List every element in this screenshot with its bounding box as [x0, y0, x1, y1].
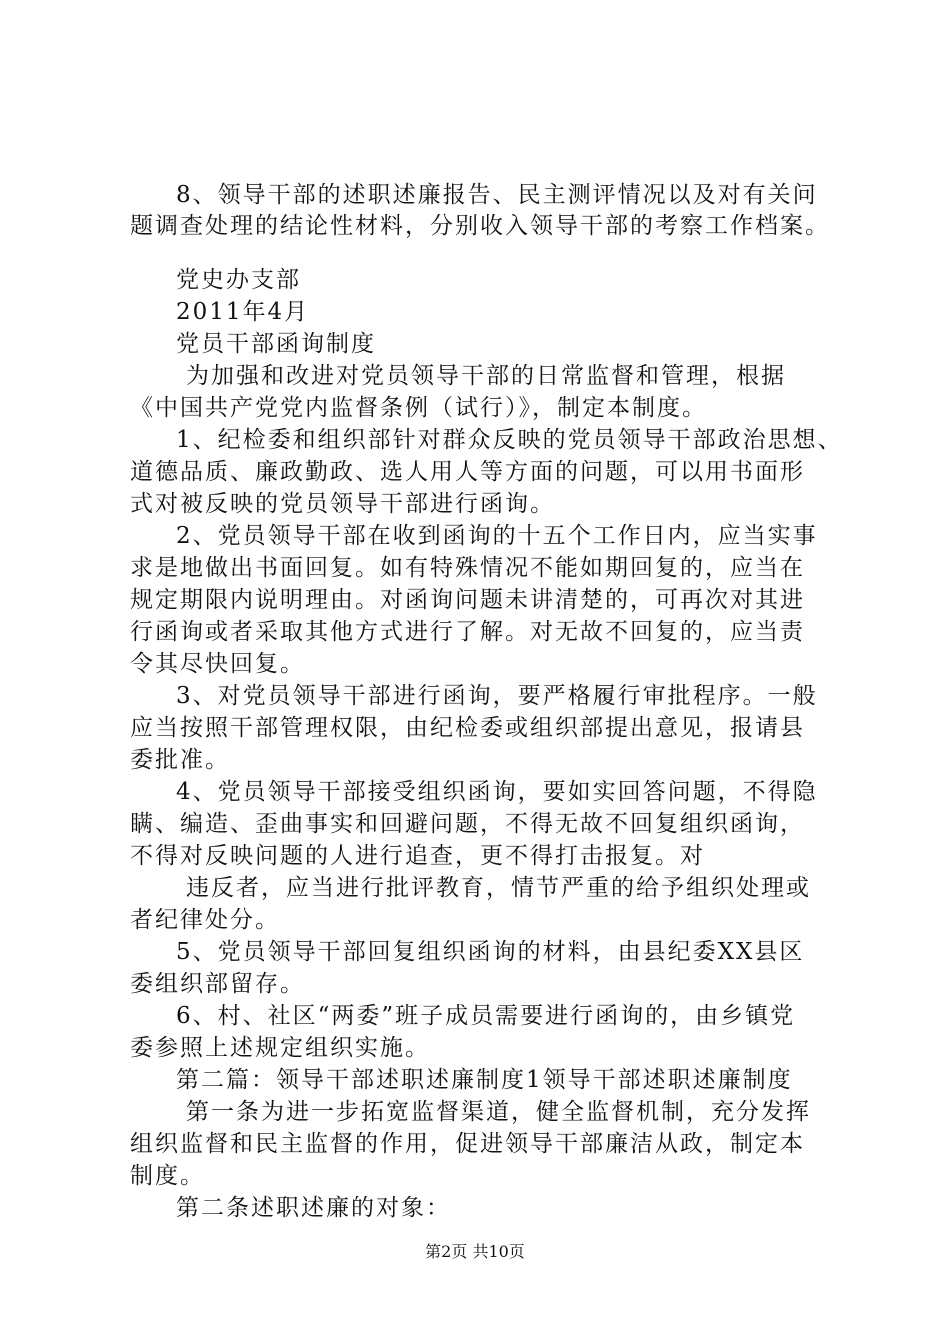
text-line: 《中国共产党党内监督条例（试行）》，制定本制度。	[130, 395, 707, 421]
section-title: 党员干部函询制度	[176, 331, 376, 357]
text-line: 者纪律处分。	[130, 907, 280, 933]
text-line: 制度。	[130, 1163, 205, 1189]
text-line: 组织监督和民主监督的作用，促进领导干部廉洁从政，制定本	[130, 1131, 805, 1157]
text-line: 2、党员领导干部在收到函询的十五个工作日内，应当实事	[176, 523, 818, 549]
text-line: 应当按照干部管理权限，由纪检委或组织部提出意见，报请县	[130, 715, 805, 741]
page-number-footer: 第2页 共10页	[425, 1242, 525, 1261]
text-line: 求是地做出书面回复。如有特殊情况不能如期回复的，应当在	[130, 555, 805, 581]
text-line: 1、纪检委和组织部针对群众反映的党员领导干部政治思想、	[176, 427, 843, 453]
text-line: 5、党员领导干部回复组织函询的材料，由县纪委XX县区	[176, 939, 805, 965]
text-line: 第二条述职述廉的对象：	[176, 1195, 451, 1221]
section-heading: 第二篇：领导干部述职述廉制度1领导干部述职述廉制度	[176, 1067, 793, 1093]
text-line: 题调查处理的结论性材料，分别收入领导干部的考察工作档案。	[130, 213, 830, 239]
text-line: 行函询或者采取其他方式进行了解。对无故不回复的，应当责	[130, 619, 805, 645]
text-line: 瞒、编造、歪曲事实和回避问题，不得无故不回复组织函询，	[130, 811, 805, 837]
text-line: 令其尽快回复。	[130, 651, 305, 677]
text-line: 不得对反映问题的人进行追查，更不得打击报复。对	[130, 843, 705, 869]
signature-department: 党史办支部	[176, 267, 301, 293]
text-line: 4、党员领导干部接受组织函询，要如实回答问题，不得隐	[176, 779, 818, 805]
text-line: 第一条为进一步拓宽监督渠道，健全监督机制，充分发挥	[186, 1099, 811, 1125]
text-line: 委批准。	[130, 747, 230, 773]
text-line: 道德品质、廉政勤政、选人用人等方面的问题，可以用书面形	[130, 459, 805, 485]
signature-date: 2011年4月	[176, 299, 310, 325]
text-line: 为加强和改进对党员领导干部的日常监督和管理，根据	[186, 363, 786, 389]
text-line: 规定期限内说明理由。对函询问题未讲清楚的，可再次对其进	[130, 587, 805, 613]
text-line: 违反者，应当进行批评教育，情节严重的给予组织处理或	[186, 875, 811, 901]
text-line: 委组织部留存。	[130, 971, 305, 997]
text-line: 6、村、社区“两委”班子成员需要进行函询的，由乡镇党	[176, 1003, 796, 1029]
text-line: 委参照上述规定组织实施。	[130, 1035, 430, 1061]
text-line: 3、对党员领导干部进行函询，要严格履行审批程序。一般	[176, 683, 818, 709]
text-line: 式对被反映的党员领导干部进行函询。	[130, 491, 555, 517]
text-line: 8、领导干部的述职述廉报告、民主测评情况以及对有关问	[176, 182, 818, 208]
